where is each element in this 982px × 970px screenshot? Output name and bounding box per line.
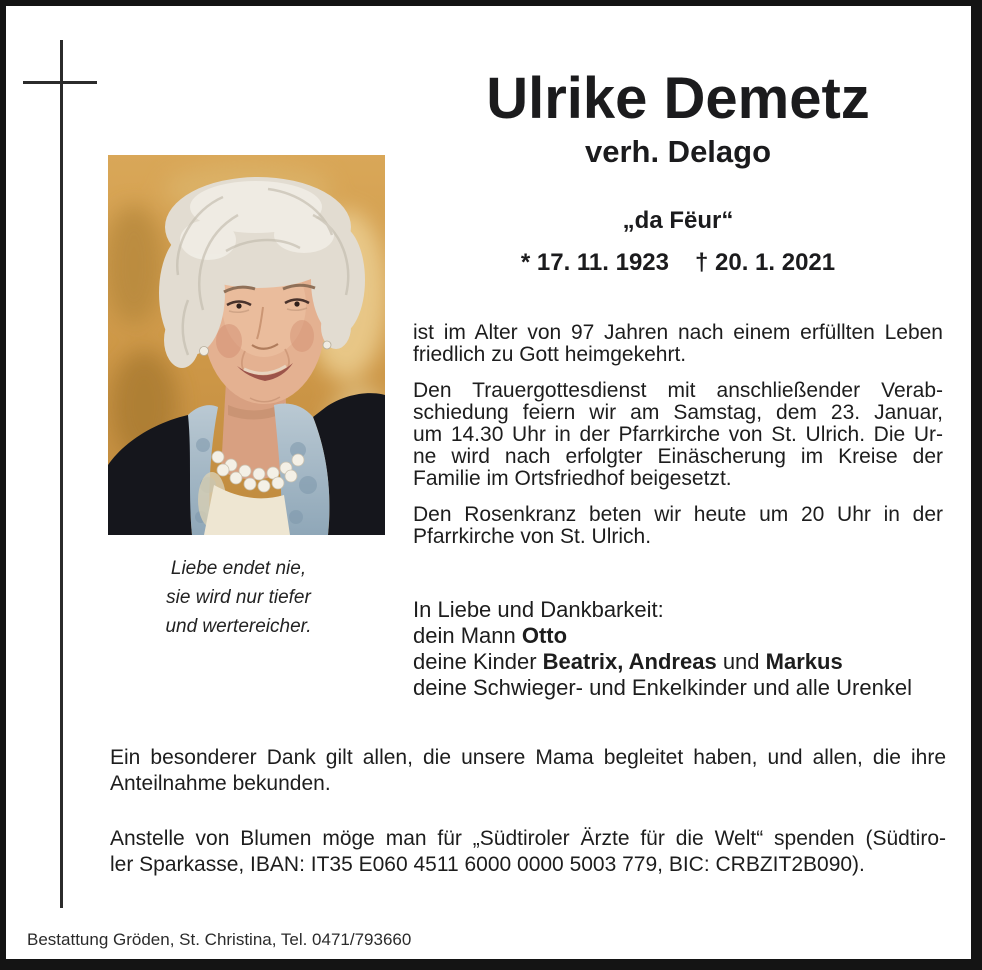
photo-caption bbox=[80, 554, 397, 641]
text-line: ler Sparkasse, IBAN: IT35 E060 4511 6000 0000 5003 779, BIC: CRBZIT2B090). bbox=[110, 853, 865, 876]
text-line: sie wird nur tiefer bbox=[166, 587, 311, 608]
condolence-section bbox=[413, 597, 943, 701]
text-line: schiedung feiern wir am Samstag, dem 23. Januar, bbox=[413, 401, 943, 424]
donation-paragraph bbox=[110, 826, 946, 878]
text-line: Liebe endet nie, bbox=[170, 558, 307, 579]
text-line: deine Schwieger- und Enkelkinder und alle Urenkel bbox=[413, 675, 912, 700]
condolence-intro: In Liebe und Dankbarkeit: bbox=[413, 597, 664, 622]
text-line: Familie im Ortsfriedhof beigesetzt. bbox=[413, 467, 732, 490]
text-line: Pfarrkirche von St. Ulrich. bbox=[413, 525, 652, 548]
thanks-paragraph bbox=[110, 745, 946, 797]
deceased-name: Ulrike Demetz bbox=[486, 66, 870, 131]
death-date: † 20. 1. 2021 bbox=[695, 249, 836, 276]
mourners-list bbox=[413, 623, 943, 701]
life-dates bbox=[413, 248, 943, 278]
text-line: dein Mann Otto bbox=[413, 623, 568, 648]
nickname: „da Fëur“ bbox=[622, 207, 734, 234]
text-line: Ein besonderer Dank gilt allen, die unsere Mama begleitet haben, und allen, die ihre bbox=[110, 746, 946, 769]
announcement-text bbox=[413, 322, 943, 548]
text-line: ne wird nach erfolgter Einäscherung im Kreise der bbox=[413, 445, 943, 468]
text-line: ist im Alter von 97 Jahren nach einem erfüllten Leben bbox=[413, 321, 943, 344]
portrait-photo bbox=[108, 155, 385, 535]
paragraph bbox=[413, 322, 943, 366]
funeral-home-info: Bestattung Gröden, St. Christina, Tel. 0471/793660 bbox=[27, 930, 412, 949]
text-line: um 14.30 Uhr in der Pfarrkirche von St. Ulrich. Die Ur- bbox=[413, 423, 943, 446]
text-line: Den Trauergottesdienst mit anschließender Verab- bbox=[413, 379, 943, 402]
cross-horizontal-bar bbox=[23, 81, 97, 84]
text-line: und wertereicher. bbox=[165, 616, 312, 637]
text-line: Anteilnahme bekunden. bbox=[110, 772, 331, 795]
cross-vertical-bar bbox=[60, 40, 63, 908]
paragraph bbox=[413, 380, 943, 490]
text-line: deine Kinder Beatrix, Andreas und Markus bbox=[413, 649, 843, 674]
birth-date: * 17. 11. 1923 bbox=[520, 249, 669, 276]
text-line: Anstelle von Blumen möge man für „Südtiroler Ärzte für die Welt“ spenden (Südtiro- bbox=[110, 827, 946, 850]
paragraph bbox=[413, 504, 943, 548]
text-line: Den Rosenkranz beten wir heute um 20 Uhr in der bbox=[413, 503, 943, 526]
married-name: verh. Delago bbox=[584, 134, 772, 169]
text-line: friedlich zu Gott heimgekehrt. bbox=[413, 343, 687, 366]
